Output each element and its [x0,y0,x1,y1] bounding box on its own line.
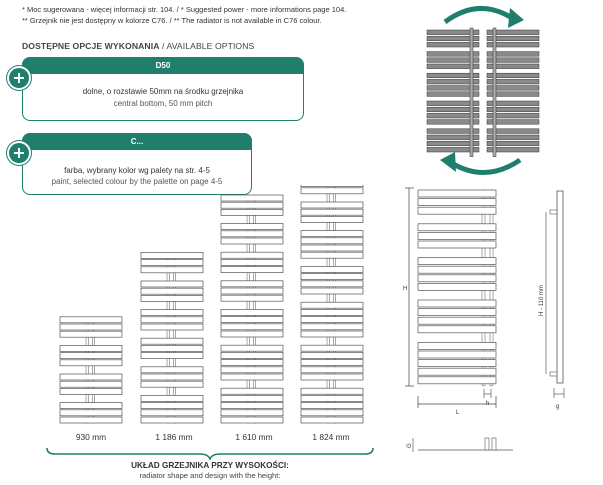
side-bracket-bottom [550,372,557,376]
option-card-d50 [22,57,304,121]
front-bar [418,326,496,333]
radiator-bar [141,317,203,323]
radiator-bar [141,353,203,359]
radiator-bar [301,417,363,423]
plus-icon [9,68,29,88]
radiator-bar [301,216,363,222]
front-bar [418,368,496,375]
radiator-930 [60,317,122,423]
bottom-connector-left [485,438,489,450]
radiator-bar [301,281,363,287]
radiator-bar [60,353,122,359]
radiator-bar [221,360,283,366]
options-title-pl: DOSTĘPNE OPCJE WYKONANIA [22,41,160,51]
radiator-bar [221,345,283,351]
radiator-bar [221,417,283,423]
radiator-bar [221,267,283,273]
options-title-en: AVAILABLE OPTIONS [166,41,255,51]
radiator-bar [141,374,203,380]
radiator-bar [141,310,203,316]
size-label-1186: 1 186 mm [155,432,193,442]
radiator-bar [301,374,363,380]
radiator-bar [60,374,122,380]
radiator-bar [221,374,283,380]
front-bar [418,224,496,231]
front-bar [418,283,496,290]
axis-label: H - 110 mm [539,285,545,316]
radiator-bar [221,352,283,358]
radiator-bar [301,202,363,208]
radiator-bar [221,367,283,373]
reversible-collector [470,28,473,157]
radiator-bar [301,345,363,351]
radiator-bar [301,317,363,323]
radiator-bar [141,345,203,351]
radiator-bar [221,252,283,258]
radiator-bar [141,338,203,344]
front-bar [418,377,496,384]
option-code: C... [22,133,252,150]
radiator-bar [60,324,122,330]
option-code: D50 [22,57,304,74]
radiator-bar [141,288,203,294]
radiator-bar [221,410,283,416]
radiator-bar [141,367,203,373]
radiator-bar [301,245,363,251]
radiator-bar [221,331,283,337]
radiator-bar [221,195,283,201]
front-bar [418,241,496,248]
radiator-bar [301,288,363,294]
front-bar [418,360,496,367]
radiator-bar [221,395,283,401]
radiator-bar [60,331,122,337]
radiator-bar [60,317,122,323]
radiator-bar [141,381,203,387]
radiator-bar [301,302,363,308]
radiator-bar [221,288,283,294]
radiator-bar [60,388,122,394]
radiator-1824 [301,185,363,423]
radiator-bar [221,281,283,287]
rotate-arrow-top-icon [445,8,515,22]
radiator-bar [301,252,363,258]
radiator-bar [141,417,203,423]
radiator-1186 [141,252,203,423]
front-bar [418,317,496,324]
radiator-bar [301,324,363,330]
option-description-pl: dolne, o rozstawie 50mm na środku grzejnika [82,87,244,96]
pitch-label: h [486,401,490,407]
front-bar [418,232,496,239]
radiator-bar [141,410,203,416]
side-view-profile [557,191,563,383]
size-label-1610: 1 610 mm [235,432,273,442]
radiator-bar [301,395,363,401]
footer-title-en: radiator shape and design with the height: [139,471,281,480]
radiator-bar [301,209,363,215]
front-bar [418,190,496,197]
front-bar [418,199,496,206]
radiator-bar [141,267,203,273]
note-colour-availability: ** Grzejnik nie jest dostępny w kolorze C76. / ** The radiator is not available in C76 colour. [22,16,322,25]
radiator-bar [301,274,363,280]
radiator-bar [301,367,363,373]
radiator-bar [221,224,283,230]
radiator-bar [301,352,363,358]
radiator-bar [60,345,122,351]
radiator-bar [141,395,203,401]
rotate-arrowhead-bottom-icon [440,152,456,172]
technical-drawing [398,186,598,485]
radiator-1610 [221,195,283,423]
front-bar [418,258,496,265]
radiator-bar [301,185,363,187]
radiator-elevations [50,185,370,430]
radiator-bar [141,281,203,287]
depth-label: g [556,404,560,410]
radiator-bar [60,417,122,423]
radiator-bar [221,309,283,315]
note-suggested-power: * Moc sugerowana - więcej informacji str. 104. / * Suggested power - more informations page 104. [22,5,347,14]
radiator-bar [60,360,122,366]
front-view [418,190,496,385]
radiator-bar [141,295,203,301]
radiator-bar [141,252,203,258]
radiator-bar [221,388,283,394]
front-bar [418,351,496,358]
radiator-bar [221,324,283,330]
radiator-bar [221,209,283,215]
size-label-1824: 1 824 mm [312,432,350,442]
radiator-bar [221,317,283,323]
plus-icon [9,143,29,163]
radiator-bar [301,238,363,244]
radiator-bar [301,331,363,337]
length-label: L [456,410,460,416]
radiator-bar [301,266,363,272]
radiator-bar [60,381,122,387]
reversible-radiator-illustration [410,0,550,185]
radiator-bar [221,403,283,409]
radiator-bar [301,360,363,366]
option-description-en: central bottom, 50 mm pitch [113,99,213,108]
front-bar [418,342,496,349]
front-bar [418,309,496,316]
radiator-bar [141,324,203,330]
radiator-bar [221,202,283,208]
size-label-930: 930 mm [75,432,107,442]
radiator-bar [301,231,363,237]
option-description-en: paint, selected colour by the palette on page 4-5 [51,177,223,186]
footer-brace [45,446,375,460]
radiator-bar [221,259,283,265]
rotate-arrowhead-top-icon [508,8,524,28]
bottom-connector-right [492,438,496,450]
radiator-bar [60,403,122,409]
front-bar [418,300,496,307]
height-label: H [403,286,408,292]
reversible-collector [493,28,496,157]
radiator-bar [221,295,283,301]
front-bar [418,207,496,214]
side-bracket-top [550,210,557,214]
radiator-bar [221,231,283,237]
rotate-arrow-bottom-icon [450,160,520,173]
options-title [22,41,254,51]
radiator-bar [141,403,203,409]
radiator-bar [221,238,283,244]
options-title-separator: / [159,41,167,51]
radiator-bar [301,188,363,194]
footer-title-pl: UKŁAD GRZEJNIKA PRZY WYSOKOŚCI: [131,461,289,470]
radiator-bar [301,388,363,394]
depth-bottom-label: G [407,443,413,448]
front-bar [418,275,496,282]
radiator-bar [301,410,363,416]
radiator-bar [60,410,122,416]
reversible-radiator-bars [427,28,539,157]
front-bar [418,266,496,273]
radiator-bar [301,309,363,315]
radiator-bar [141,260,203,266]
radiator-bar [301,403,363,409]
option-description-pl: farba, wybrany kolor wg palety na str. 4-5 [64,166,210,175]
